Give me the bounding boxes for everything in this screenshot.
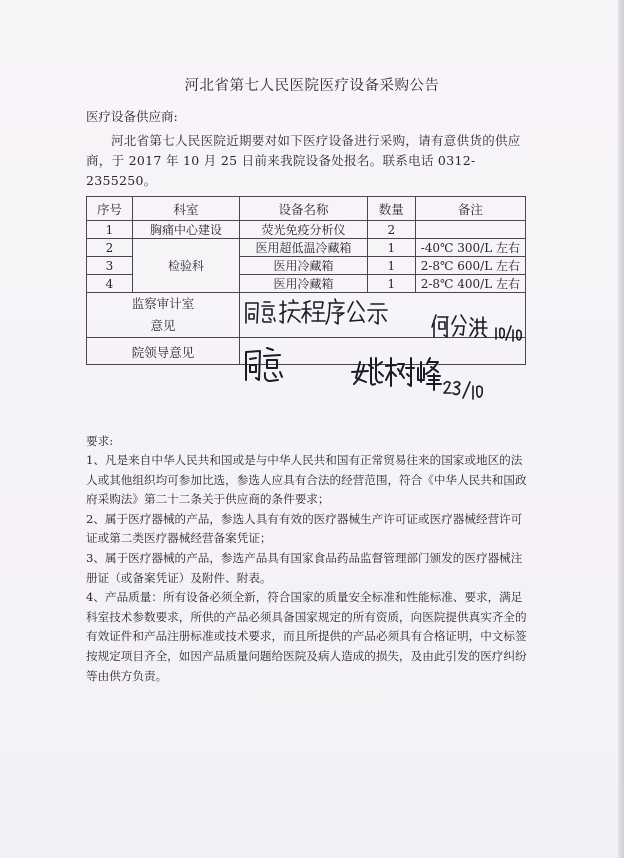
audit-label-line2: 意见 bbox=[150, 318, 176, 333]
cell-no: 1 bbox=[87, 221, 133, 239]
cell-qty: 1 bbox=[367, 239, 415, 257]
intro-paragraph: 河北省第七人民医院近期要对如下医疗设备进行采购，请有意供货的供应商，于 2017 年 10 月 25 日前来我院设备处报名。联系电话 0312-2355250。 bbox=[86, 133, 521, 188]
audit-label-cell bbox=[87, 293, 240, 338]
audit-opinion-row bbox=[87, 293, 526, 338]
document-title: 河北省第七人民医院医疗设备采购公告 bbox=[184, 78, 440, 94]
cell-note: 2-8℃ 600/L 左右 bbox=[415, 257, 525, 275]
cell-no: 4 bbox=[87, 275, 133, 293]
cell-name: 医用冷藏箱 bbox=[240, 257, 368, 275]
header-dept: 科室 bbox=[133, 197, 240, 221]
cell-dept-merged: 检验科 bbox=[133, 239, 240, 293]
leader-handwriting bbox=[240, 338, 528, 408]
requirement-item: 3、属于医疗器械的产品，参选产品具有国家食品药品监督管理部门颁发的医疗器械注册证（或备案凭证）及附件、附表。 bbox=[86, 550, 523, 585]
leader-label-cell bbox=[87, 338, 240, 365]
equipment-table bbox=[86, 196, 526, 365]
cell-name: 医用冷藏箱 bbox=[240, 275, 368, 293]
page-edge bbox=[618, 0, 624, 858]
requirements-list bbox=[86, 451, 531, 686]
requirement-item: 2、属于医疗器械的产品，参选人具有有效的医疗器械生产许可证或医疗器械经营许可证或第二类医疗器械经营备案凭证； bbox=[86, 511, 523, 546]
cell-qty: 1 bbox=[367, 275, 415, 293]
audit-label-line1: 监察审计室 bbox=[131, 296, 195, 311]
table-row bbox=[87, 221, 526, 239]
cell-qty: 1 bbox=[367, 257, 415, 275]
header-no: 序号 bbox=[87, 197, 133, 221]
requirements-title: 要求: bbox=[86, 434, 114, 448]
cell-qty: 2 bbox=[367, 221, 415, 239]
cell-note: -40℃ 300/L 左右 bbox=[415, 239, 525, 257]
leader-opinion-cell bbox=[240, 338, 526, 365]
requirement-item: 4、产品质量：所有设备必须全新，符合国家的质量安全标准和性能标准、要求，满足科室技术参数要求，所供的产品必须具备国家规定的所有资质，向医院提供真实齐全的有效证件和产品注册标准或技术要求，而且所提供的产品必须具有合格证明，中文标签按规定项目齐全，如因产品质量问题给医院及病人造成的损失，及由此引发的医疗纠纷等由供方负责。 bbox=[86, 590, 527, 683]
cell-no: 3 bbox=[87, 257, 133, 275]
header-note: 备注 bbox=[415, 197, 525, 221]
audit-opinion-cell bbox=[240, 293, 526, 338]
requirement-item: 1、凡是来自中华人民共和国或是与中华人民共和国有正常贸易往来的国家或地区的法人或其他组织均可参加比选，参选人应具有合法的经营范围，符合《中华人民共和国政府采购法》第二十二条关于供应商的条件要求； bbox=[86, 453, 527, 507]
cell-dept: 胸痛中心建设 bbox=[133, 221, 240, 239]
header-name: 设备名称 bbox=[240, 197, 368, 221]
salutation: 医疗设备供应商: bbox=[86, 109, 178, 124]
cell-note: 2-8℃ 400/L 左右 bbox=[415, 275, 525, 293]
leader-opinion-row bbox=[87, 338, 526, 365]
cell-name: 医用超低温冷藏箱 bbox=[240, 239, 368, 257]
table-header-row bbox=[87, 197, 526, 221]
leader-label: 院领导意见 bbox=[131, 345, 195, 360]
cell-no: 2 bbox=[87, 239, 133, 257]
cell-name: 荧光免疫分析仪 bbox=[240, 221, 368, 239]
cell-note bbox=[415, 221, 525, 239]
table-row bbox=[87, 239, 526, 257]
header-qty: 数量 bbox=[367, 197, 415, 221]
